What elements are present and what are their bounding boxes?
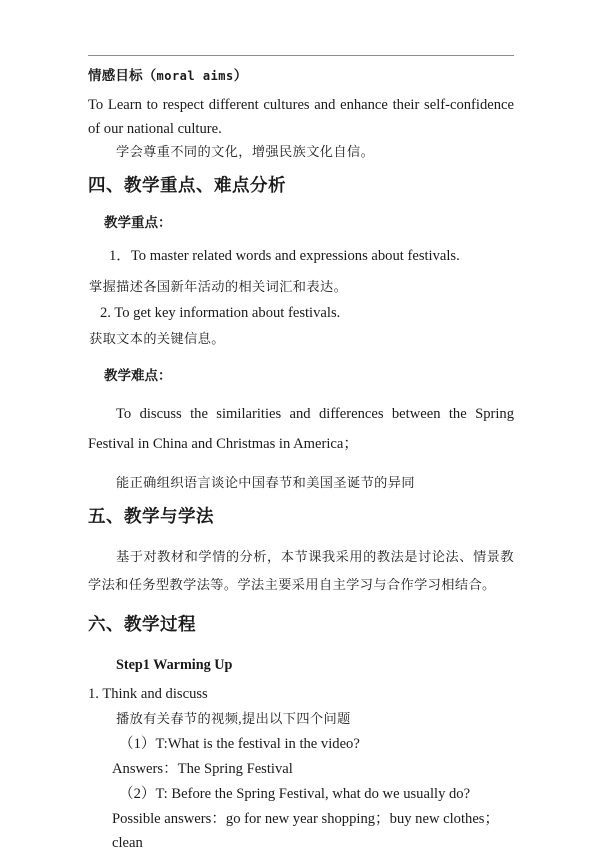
moral-aims-heading-en: moral aims [156, 69, 234, 83]
section-heading-six: 六、教学过程 [88, 614, 196, 634]
header-horizontal-rule [88, 55, 514, 56]
think-and-discuss-item: 1. Think and discuss [88, 686, 208, 702]
answer-2: Possible answers：go for new year shopping；buy new clothes； clean [112, 811, 500, 851]
answer-1: Answers：The Spring Festival [112, 761, 293, 777]
key-point-1-chinese: 掌握描述各国新年活动的相关词汇和表达。 [89, 279, 348, 294]
difficult-point-chinese: 能正确组织语言谈论中国春节和美国圣诞节的异同 [116, 475, 415, 490]
section-heading-five: 五、教学与学法 [88, 506, 214, 526]
question-2: （2）T: Before the Spring Festival, what do we usually do? [119, 786, 471, 802]
step1-heading: Step1 Warming Up [116, 657, 233, 673]
moral-aims-heading-cn: 情感目标（ [88, 68, 157, 83]
key-point-2-chinese: 获取文本的关键信息。 [89, 331, 225, 346]
key-points-label: 教学重点： [104, 215, 172, 230]
difficult-points-label: 教学难点： [104, 368, 172, 383]
question-1: （1）T:What is the festival in the video? [119, 736, 360, 752]
moral-aims-english-text: To Learn to respect different cultures and enhance their self-confidence of our national culture. [88, 97, 514, 137]
moral-aims-chinese-text: 学会尊重不同的文化，增强民族文化自信。 [116, 144, 375, 159]
moral-aims-heading [88, 66, 514, 87]
key-point-1-english: 1．To master related words and expressions about festivals. [109, 248, 460, 264]
difficult-point-english: To discuss the similarities and differences between the Spring Festival in China and Christmas in America； [88, 406, 514, 452]
video-instruction-chinese: 播放有关春节的视频,提出以下四个问题 [116, 711, 351, 726]
key-point-2-english: 2. To get key information about festivals. [100, 305, 341, 321]
section-five-body: 基于对教材和学情的分析，本节课我采用的教法是讨论法、情景教学法和任务型教学法等。学法主要采用自主学习与合作学习相结合。 [88, 549, 514, 592]
moral-aims-heading-close: ） [233, 68, 248, 83]
section-heading-four: 四、教学重点、难点分析 [88, 175, 286, 195]
